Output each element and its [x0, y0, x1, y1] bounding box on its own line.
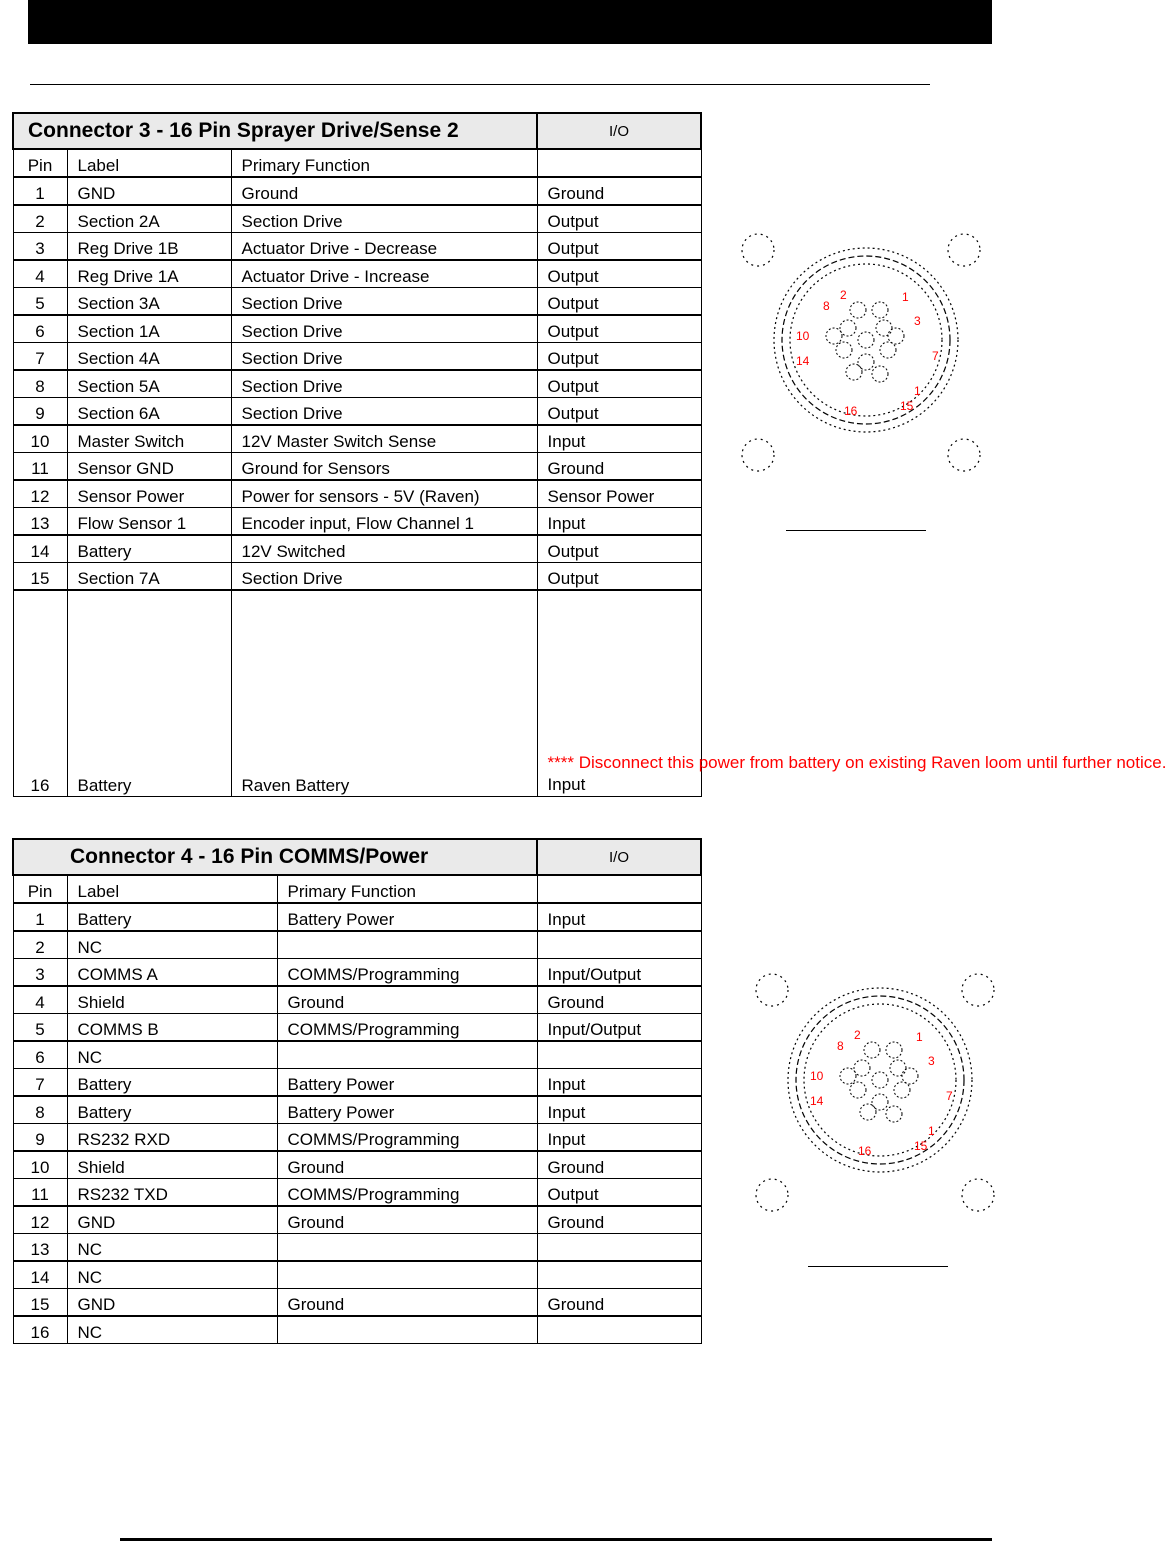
pin-number: 6: [13, 1041, 67, 1069]
pin-io: Ground: [537, 177, 701, 205]
pin-hole-icon: [864, 1042, 880, 1058]
table-row: [13, 398, 701, 426]
table-row: [13, 1124, 701, 1152]
table-row: [13, 1289, 701, 1317]
table-row: [13, 1316, 701, 1344]
pin-function: Power for sensors - 5V (Raven): [231, 480, 537, 508]
pin-function: COMMS/Programming: [277, 1179, 537, 1207]
pin-hole-icon: [840, 320, 856, 336]
pin-number: 7: [13, 343, 67, 371]
diagram-pin-label: 16: [844, 404, 858, 418]
table-row: [13, 425, 701, 453]
pin-function: Battery Power: [277, 903, 537, 931]
mounting-hole-icon: [756, 1179, 788, 1211]
pin-hole-icon: [886, 1106, 902, 1122]
pin-hole-icon: [872, 302, 888, 318]
connector-4-io-header: I/O: [537, 839, 701, 875]
column-header-label: Label: [67, 149, 231, 177]
pin-label: COMMS A: [67, 959, 277, 987]
pin-label: Reg Drive 1A: [67, 260, 231, 288]
pin-label: COMMS B: [67, 1014, 277, 1042]
pin-number: 16: [13, 1316, 67, 1344]
connector-4-caption-rule: [808, 1266, 948, 1267]
pin-number: 9: [13, 1124, 67, 1152]
pin-number: 12: [13, 1206, 67, 1234]
pin-number: 3: [13, 959, 67, 987]
pin-hole-icon: [836, 342, 852, 358]
pin-hole-icon: [850, 1082, 866, 1098]
pin-io: Input: [537, 425, 701, 453]
pin-hole-icon: [886, 1042, 902, 1058]
pin-io: Output: [537, 535, 701, 563]
table-row: [13, 1151, 701, 1179]
pin-io: Output: [537, 370, 701, 398]
pin-hole-icon: [890, 1060, 906, 1076]
pin-io: [537, 931, 701, 959]
table-row: [13, 205, 701, 233]
pin-io: Ground: [537, 1289, 701, 1317]
pin-io: Ground: [537, 453, 701, 481]
connector-3-title: Connector 3 - 16 Pin Sprayer Drive/Sense 2: [13, 113, 537, 149]
diagram-pin-label: 1: [902, 290, 909, 304]
table-row: [13, 508, 701, 536]
pin-io: Output: [537, 1179, 701, 1207]
column-header-function: Primary Function: [231, 149, 537, 177]
pin-function: Ground for Sensors: [231, 453, 537, 481]
diagram-pin-label: 1: [916, 1030, 923, 1044]
pin-io: Input/Output: [537, 959, 701, 987]
pin-function: COMMS/Programming: [277, 1124, 537, 1152]
pin-label: Master Switch: [67, 425, 231, 453]
pin-label: Section 4A: [67, 343, 231, 371]
pin-function: Ground: [231, 177, 537, 205]
pin-label: Section 5A: [67, 370, 231, 398]
table-row: [13, 535, 701, 563]
connector-3-rows: [13, 177, 701, 590]
pin-function: Section Drive: [231, 370, 537, 398]
pin-label: Section 6A: [67, 398, 231, 426]
pin-hole-icon: [894, 1082, 910, 1098]
pin-number: 10: [13, 425, 67, 453]
pin-label: Section 3A: [67, 288, 231, 316]
diagram-pin-label: 16: [858, 1144, 872, 1158]
pin-label: Battery: [67, 1069, 277, 1097]
mounting-hole-icon: [948, 439, 980, 471]
pin-label: GND: [67, 1206, 277, 1234]
diagram-pin-label: 1: [914, 384, 921, 398]
pin-label: Section 2A: [67, 205, 231, 233]
pin-number: 9: [13, 398, 67, 426]
pin-hole-icon: [850, 302, 866, 318]
pin-io: Output: [537, 398, 701, 426]
pin-io: Input: [537, 903, 701, 931]
diagram-pin-label: 15: [900, 399, 914, 413]
pin-label: Battery: [67, 535, 231, 563]
column-header-label: Label: [67, 875, 277, 903]
pin-label: Shield: [67, 1151, 277, 1179]
pin-label: Reg Drive 1B: [67, 233, 231, 261]
table-row: [13, 986, 701, 1014]
pin-io: [537, 1234, 701, 1262]
table-row: [13, 1014, 701, 1042]
table-row: [13, 1096, 701, 1124]
connector-3-caption-rule: [786, 530, 926, 531]
mounting-hole-icon: [756, 974, 788, 1006]
diagram-pin-label: 2: [840, 288, 847, 302]
pin-number: 15: [13, 1289, 67, 1317]
pin-io: Sensor Power: [537, 480, 701, 508]
table-row: [13, 1069, 701, 1097]
pin-label: NC: [67, 1316, 277, 1344]
pin-label: Battery: [67, 903, 277, 931]
pin-label: Section 7A: [67, 563, 231, 591]
connector-3-io-header: I/O: [537, 113, 701, 149]
pin-number: 6: [13, 315, 67, 343]
pin-io: Ground: [537, 986, 701, 1014]
pin-label: NC: [67, 931, 277, 959]
header-bar: [28, 0, 992, 44]
pin-number: 1: [13, 903, 67, 931]
pin-io: Output: [537, 233, 701, 261]
pin-number: 4: [13, 260, 67, 288]
pin-function: COMMS/Programming: [277, 959, 537, 987]
table-row: [13, 315, 701, 343]
diagram-pin-label: 8: [823, 299, 830, 313]
pin-hole-icon: [858, 332, 874, 348]
footer-rule: [120, 1538, 992, 1541]
pin-label: RS232 TXD: [67, 1179, 277, 1207]
table-row: [13, 563, 701, 591]
pin-io: Output: [537, 205, 701, 233]
diagram-pin-label: 3: [914, 314, 921, 328]
pin-function: Raven Battery: [231, 590, 537, 797]
pin-function: Battery Power: [277, 1069, 537, 1097]
table-row: [13, 453, 701, 481]
column-header-io: [537, 149, 701, 177]
pin-number: 14: [13, 535, 67, 563]
pin-function: Ground: [277, 1151, 537, 1179]
table-row: [13, 233, 701, 261]
pin-number: 3: [13, 233, 67, 261]
connector-3-table: [12, 112, 1166, 797]
diagram-pin-label: 2: [854, 1028, 861, 1042]
pin-number: 5: [13, 1014, 67, 1042]
table-row: [13, 288, 701, 316]
pin-io: Input: [547, 775, 586, 794]
table-row: [13, 1179, 701, 1207]
pin-io: Ground: [537, 1151, 701, 1179]
diagram-pin-label: 10: [796, 329, 810, 343]
pin-number: 16: [13, 590, 67, 797]
pin-function: Actuator Drive - Increase: [231, 260, 537, 288]
pin-io-warning-cell: [537, 590, 1166, 797]
connector-4-title: Connector 4 - 16 Pin COMMS/Power: [13, 839, 537, 875]
table-row: [13, 959, 701, 987]
table-row: [13, 1206, 701, 1234]
pin-label: Flow Sensor 1: [67, 508, 231, 536]
pin-number: 2: [13, 205, 67, 233]
table-row: [13, 480, 701, 508]
table-row: [13, 903, 701, 931]
diagram-pin-label: 1: [928, 1124, 935, 1138]
pin-function: Section Drive: [231, 288, 537, 316]
pin-function: Battery Power: [277, 1096, 537, 1124]
diagram-pin-label: 7: [932, 349, 939, 363]
pin-function: [277, 1316, 537, 1344]
mounting-hole-icon: [962, 974, 994, 1006]
table-row: [13, 1261, 701, 1289]
pin-label: NC: [67, 1234, 277, 1262]
pin-number: 8: [13, 1096, 67, 1124]
pin-number: 5: [13, 288, 67, 316]
pin-io: [537, 1041, 701, 1069]
pin-number: 11: [13, 453, 67, 481]
column-header-pin: Pin: [13, 149, 67, 177]
connector-4-rows: [13, 903, 701, 1344]
diagram-pin-label: 15: [914, 1139, 928, 1153]
pin-hole-icon: [888, 328, 904, 344]
table-row: [13, 343, 701, 371]
pin-number: 13: [13, 1234, 67, 1262]
pin-hole-icon: [826, 328, 842, 344]
diagram-pin-label: 3: [928, 1054, 935, 1068]
pin-number: 13: [13, 508, 67, 536]
pin-io: Output: [537, 260, 701, 288]
pin-hole-icon: [840, 1068, 856, 1084]
table-row: [13, 260, 701, 288]
connector-4-table: [12, 838, 702, 1344]
pin-label: GND: [67, 177, 231, 205]
pin-function: Section Drive: [231, 343, 537, 371]
pin-function: Section Drive: [231, 398, 537, 426]
table-row: [13, 931, 701, 959]
pin-function: Encoder input, Flow Channel 1: [231, 508, 537, 536]
table-row: [13, 1234, 701, 1262]
pin-function: [277, 1234, 537, 1262]
connector-4-face-diagram: [740, 955, 1020, 1230]
battery-disconnect-warning: **** Disconnect this power from battery on existing Raven loom until further notice.: [547, 753, 1166, 772]
pin-function: Ground: [277, 986, 537, 1014]
pin-function: Ground: [277, 1289, 537, 1317]
pin-io: [537, 1261, 701, 1289]
pin-number: 14: [13, 1261, 67, 1289]
pin-label: RS232 RXD: [67, 1124, 277, 1152]
pin-label: NC: [67, 1041, 277, 1069]
mounting-hole-icon: [948, 234, 980, 266]
diagram-pin-label: 8: [837, 1039, 844, 1053]
pin-hole-icon: [872, 1072, 888, 1088]
diagram-pin-label: 14: [796, 354, 810, 368]
pin-number: 7: [13, 1069, 67, 1097]
pin-label: Battery: [67, 1096, 277, 1124]
pin-function: Section Drive: [231, 563, 537, 591]
pin-number: 10: [13, 1151, 67, 1179]
mounting-hole-icon: [962, 1179, 994, 1211]
column-header-pin: Pin: [13, 875, 67, 903]
mounting-hole-icon: [742, 439, 774, 471]
pin-function: Section Drive: [231, 205, 537, 233]
column-header-io: [537, 875, 701, 903]
pin-function: 12V Switched: [231, 535, 537, 563]
column-header-function: Primary Function: [277, 875, 537, 903]
pin-label: Section 1A: [67, 315, 231, 343]
pin-function: 12V Master Switch Sense: [231, 425, 537, 453]
pin-io: Input: [537, 1124, 701, 1152]
table-row: [13, 590, 701, 797]
pin-function: Section Drive: [231, 315, 537, 343]
pin-io: Input/Output: [537, 1014, 701, 1042]
pin-number: 2: [13, 931, 67, 959]
pin-function: COMMS/Programming: [277, 1014, 537, 1042]
pin-number: 8: [13, 370, 67, 398]
pin-number: 1: [13, 177, 67, 205]
pin-hole-icon: [876, 320, 892, 336]
pin-io: Output: [537, 343, 701, 371]
table-row: [13, 370, 701, 398]
pin-function: [277, 1261, 537, 1289]
pin-number: 15: [13, 563, 67, 591]
pin-function: Ground: [277, 1206, 537, 1234]
pin-hole-icon: [854, 1060, 870, 1076]
table-row: [13, 177, 701, 205]
header-rule: [30, 84, 930, 85]
pin-label: Shield: [67, 986, 277, 1014]
pin-io: [537, 1316, 701, 1344]
pin-io: Output: [537, 563, 701, 591]
connector-3-face-diagram: [726, 215, 1006, 490]
pin-hole-icon: [872, 366, 888, 382]
pin-number: 12: [13, 480, 67, 508]
pin-io: Output: [537, 288, 701, 316]
pin-io: Ground: [537, 1206, 701, 1234]
pin-function: [277, 1041, 537, 1069]
pin-label: Battery: [67, 590, 231, 797]
pin-io: Input: [537, 508, 701, 536]
pin-function: [277, 931, 537, 959]
pin-label: GND: [67, 1289, 277, 1317]
pin-number: 11: [13, 1179, 67, 1207]
pin-function: Actuator Drive - Decrease: [231, 233, 537, 261]
pin-io: Output: [537, 315, 701, 343]
mounting-hole-icon: [742, 234, 774, 266]
diagram-pin-label: 7: [946, 1089, 953, 1103]
pin-hole-icon: [902, 1068, 918, 1084]
pin-label: Sensor Power: [67, 480, 231, 508]
pin-io: Input: [537, 1069, 701, 1097]
pin-number: 4: [13, 986, 67, 1014]
diagram-pin-label: 14: [810, 1094, 824, 1108]
pin-label: Sensor GND: [67, 453, 231, 481]
diagram-pin-label: 10: [810, 1069, 824, 1083]
pin-label: NC: [67, 1261, 277, 1289]
pin-io: Input: [537, 1096, 701, 1124]
pin-hole-icon: [880, 342, 896, 358]
table-row: [13, 1041, 701, 1069]
